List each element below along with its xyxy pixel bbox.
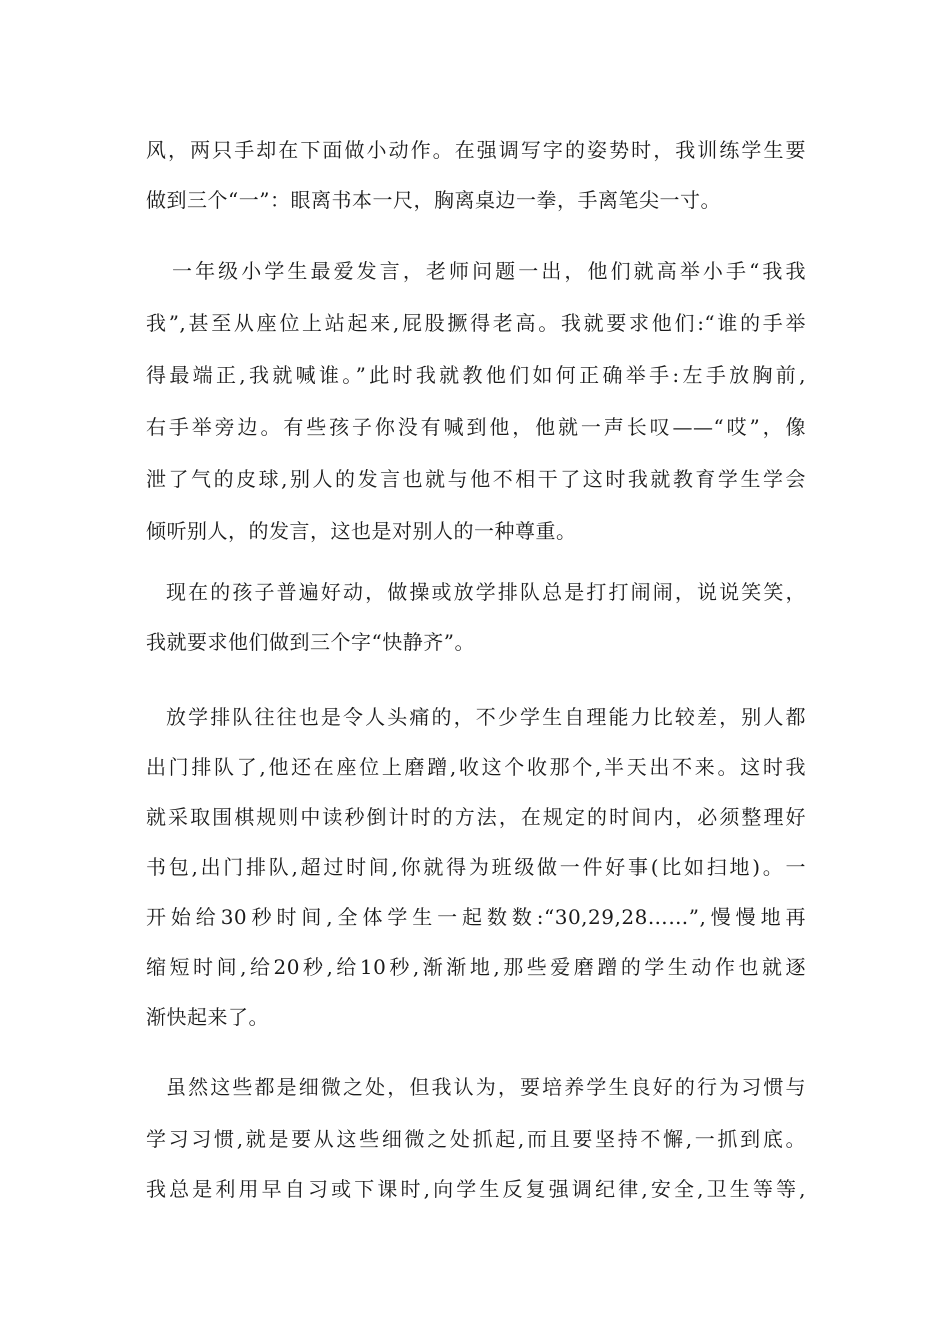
text-line: 缩短时间,给20秒,给10秒,渐渐地,那些爱磨蹭的学生动作也就逐: [146, 955, 806, 979]
text-line: 放学排队往往也是令人头痛的，不少学生自理能力比较差，别人都: [166, 705, 806, 729]
text-line: 风，两只手却在下面做小动作。在强调写字的姿势时，我训练学生要: [146, 138, 806, 162]
text-line: 书包,出门排队,超过时间,你就得为班级做一件好事(比如扫地)。一: [146, 855, 806, 879]
text-line: 现在的孩子普遍好动，做操或放学排队总是打打闹闹，说说笑笑，: [166, 580, 806, 604]
text-line: 虽然这些都是细微之处，但我认为，要培养学生良好的行为习惯与: [166, 1075, 806, 1099]
text-line: 我就要求他们做到三个字“快静齐”。: [146, 630, 475, 654]
text-line: 渐快起来了。: [146, 1005, 269, 1029]
text-line: 出门排队了,他还在座位上磨蹭,收这个收那个,半天出不来。这时我: [146, 755, 806, 779]
text-line: 学习习惯,就是要从这些细微之处抓起,而且要坚持不懈,一抓到底。: [146, 1127, 806, 1151]
text-line: 做到三个“一”：眼离书本一尺，胸离桌边一拳，手离笔尖一寸。: [146, 188, 721, 212]
text-line: 泄了气的皮球,别人的发言也就与他不相干了这时我就教育学生学会: [146, 467, 806, 491]
text-line: 就采取围棋规则中读秒倒计时的方法，在规定的时间内，必须整理好: [146, 805, 806, 829]
text-line: 倾听别人，的发言，这也是对别人的一种尊重。: [146, 519, 577, 543]
text-line: 我总是利用早自习或下课时,向学生反复强调纪律,安全,卫生等等,: [146, 1177, 806, 1201]
text-line: 我”,甚至从座位上站起来,屁股撅得老高。我就要求他们:“谁的手举: [146, 311, 806, 335]
text-line: 一年级小学生最爱发言，老师问题一出，他们就高举小手“我我: [172, 259, 806, 283]
text-line: 右手举旁边。有些孩子你没有喊到他，他就一声长叹——“哎”，像: [146, 415, 806, 439]
text-line: 得最端正,我就喊谁。”此时我就教他们如何正确举手:左手放胸前,: [146, 363, 806, 387]
text-line: 开始给30秒时间,全体学生一起数数:“30,29,28……”,慢慢地再: [146, 905, 806, 929]
